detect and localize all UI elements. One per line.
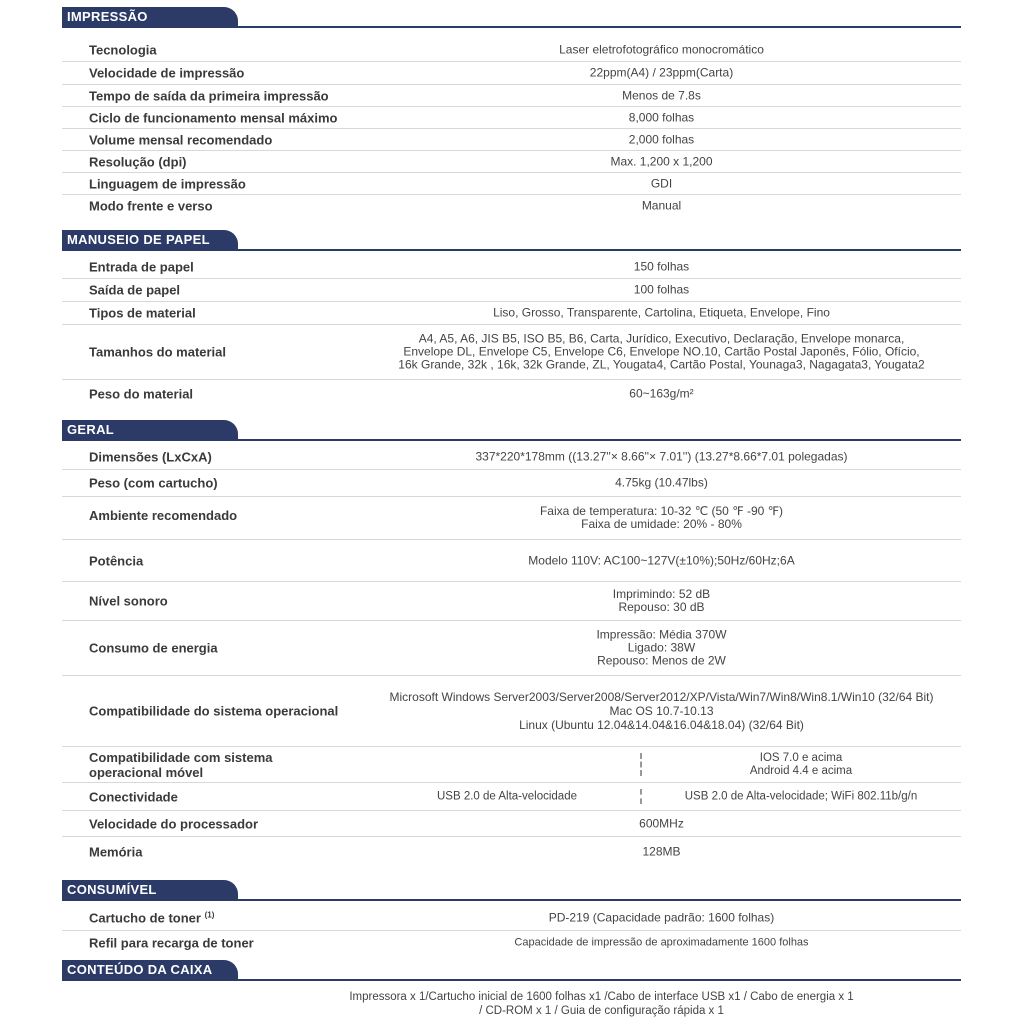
spec-row: Dimensões (LxCxA) 337*220*178mm ((13.27''× 8.66''× 7.01'') (13.27*8.66*7.01 polegadas) xyxy=(62,444,961,470)
spec-row: Velocidade do processador 600MHz xyxy=(62,811,961,837)
spec-row: Tecnologia Laser eletrofotográfico monocromático xyxy=(62,38,961,62)
section-title: IMPRESSÃO xyxy=(67,9,148,24)
spec-row: Nível sonoro Imprimindo: 52 dB Repouso: 30 dB xyxy=(62,582,961,621)
spec-row: Volume mensal recomendado 2,000 folhas xyxy=(62,129,961,151)
section-title: GERAL xyxy=(67,422,114,437)
section-header-geral xyxy=(62,420,961,440)
section-header-consumivel xyxy=(62,880,961,900)
spec-row: Ciclo de funcionamento mensal máximo 8,000 folhas xyxy=(62,107,961,129)
section-title: CONSUMÍVEL xyxy=(67,882,157,897)
spec-row: Compatibilidade do sistema operacional Microsoft Windows Server2003/Server2008/Server2012/XP/Vista/Win7/Win8/Win8.1/Win10 (32/64 Bit) Mac OS 10.7-10.13 Linux (Ubuntu 12.04&14.04&16.04&18.04) (32/64 Bit) xyxy=(62,676,961,747)
section-header-conteudo xyxy=(62,960,961,980)
spec-row: Tamanhos do material A4, A5, A6, JIS B5, ISO B5, B6, Carta, Jurídico, Executivo, Declaração, Envelope monarca, Envelope DL, Envelope C5, Envelope C6, Envelope NO.10, Cartão Postal Japonês, Fólio, Ofício, 16k Grande, 32k , 16k, 32k Grande, ZL, Yougata4, Cartão Postal, Younaga3, Nagagata3, Yougata2 xyxy=(62,325,961,380)
spec-row: Conectividade USB 2.0 de Alta-velocidade USB 2.0 de Alta-velocidade; WiFi 802.11b/g/n xyxy=(62,783,961,811)
spec-row: Potência Modelo 110V: AC100~127V(±10%);50Hz/60Hz;6A xyxy=(62,540,961,582)
spec-row: Cartucho de toner $^{(1)}$ PD-219 (Capacidade padrão: 1600 folhas) xyxy=(62,905,961,931)
spec-row: Linguagem de impressão GDI xyxy=(62,173,961,195)
spec-row: Velocidade de impressão 22ppm(A4) / 23ppm(Carta) xyxy=(62,62,961,85)
spec-row: Saída de papel 100 folhas xyxy=(62,279,961,302)
spec-row: Tipos de material Liso, Grosso, Transparente, Cartolina, Etiqueta, Envelope, Fino xyxy=(62,302,961,325)
spec-row: Tempo de saída da primeira impressão Menos de 7.8s xyxy=(62,85,961,107)
spec-row: Resolução (dpi) Max. 1,200 x 1,200 xyxy=(62,151,961,173)
spec-row: Peso do material 60~163g/m² xyxy=(89,386,694,402)
section-header-papel xyxy=(62,230,961,250)
spec-row: Consumo de energia Impressão: Média 370W Ligado: 38W Repouso: Menos de 2W xyxy=(62,621,961,676)
section-title: CONTEÚDO DA CAIXA xyxy=(67,962,213,977)
spec-row: Refil para recarga de toner Capacidade de impressão de aproximadamente 1600 folhas xyxy=(89,935,809,950)
section-header-impressao xyxy=(62,7,961,27)
spec-row: Ambiente recomendado Faixa de temperatura: 10-32 ℃ (50 ℉ -90 ℉) Faixa de umidade: 20% - 80% xyxy=(62,497,961,540)
spec-row: Compatibilidade com sistema operacional móvel IOS 7.0 e acima Android 4.4 e acima xyxy=(62,747,961,783)
spec-row: Entrada de papel 150 folhas xyxy=(62,256,961,279)
spec-row: Peso (com cartucho) 4.75kg (10.47lbs) xyxy=(62,470,961,497)
section-title: MANUSEIO DE PAPEL xyxy=(67,232,210,247)
box-contents: Impressora x 1/Cartucho inicial de 1600 folhas x1 /Cabo de interface USB x1 / Cabo de energia x 1 / CD-ROM x 1 / Guia de configuração rápida x 1 xyxy=(349,991,854,1017)
spec-row: Modo frente e verso Manual xyxy=(89,198,682,214)
spec-row: Memória 128MB xyxy=(89,844,681,860)
